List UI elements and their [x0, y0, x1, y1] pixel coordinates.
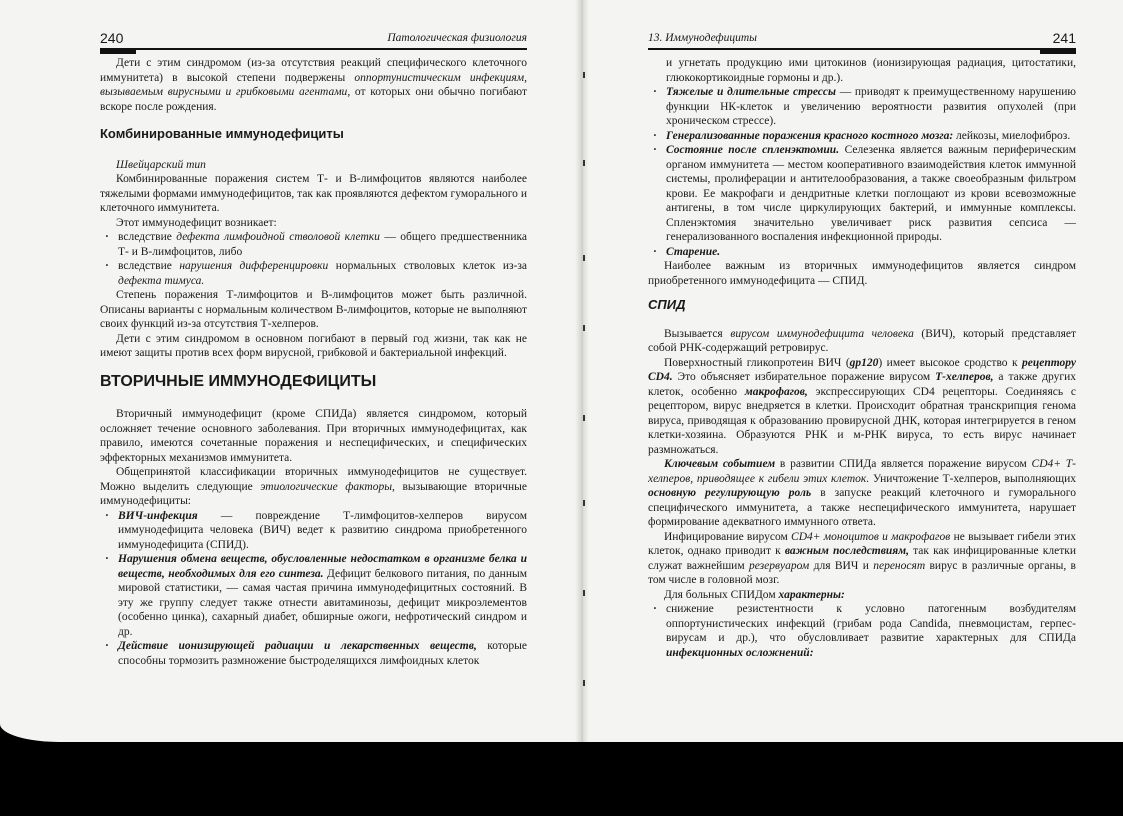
margin-mark [583, 680, 585, 686]
paragraph: Инфицирование вирусом CD4+ моноцитов и макрофагов не вызывает гибели этих клеток, однако приводит к важным последствиям, так как инфицированные клетки служат важнейшим резервуаром для ВИЧ и переносят вирус в различные органы, в том числе в головной мозг. [648, 530, 1076, 586]
paragraph: Дети с этим синдромом (из-за отсутствия реакций специфического клеточного иммунитета) в высокой степени подвержены оппортунистическим инфекциям, вызываемым вирусными и грибковыми агентами, от которых они обычно погибают вскоре после рождения. [100, 57, 527, 113]
list-item: · Старение. [648, 245, 1076, 260]
factor-list [100, 509, 527, 669]
paragraph: и угнетать продукцию ими цитокинов (ионизирующая радиация, цитостатики, глюкокортикоидные гормоны и др.). [666, 57, 1076, 84]
header-bar [1040, 49, 1076, 54]
paragraph: Дети с этим синдромом в основном погибают в первый год жизни, так как не имеют защиты против всех форм вирусной, грибковой и бактериальной инфекций. [100, 332, 527, 359]
margin-mark [583, 72, 585, 78]
page-number: 241 [1052, 30, 1076, 46]
margin-mark [583, 500, 585, 506]
list-item: · вследствие дефекта лимфоидной стволовой клетки — общего предшественника Т- и В-лимфоцитов, либо [100, 230, 527, 259]
page-number: 240 [100, 30, 124, 46]
factor-list [648, 85, 1076, 259]
cause-list [100, 230, 527, 288]
list-item: · снижение резистентности к условно патогенным возбудителям оппортунистических инфекций (грибам рода Candida, пневмоцистам, герпес-вирусам и др.), что обусловливает развитие характерных для СПИДа инфекционных осложнений: [648, 602, 1076, 660]
list-item: · Состояние после спленэктомии. Селезенка является важным периферическим органом иммунитета — местом кооперативного взаимодействия клеток иммунной системы, пролиферации и антителообразования, а также своеобразным фильтром крови. Ее макрофаги и дендритные клетки поглощают из крови всевозможные антигены, в том числе циркулирующих бактерий, и иммунные комплексы. Спленэктомия значительно увеличивает риск развития сепсиса — генерализованного воспаления инфекционной природы. [648, 143, 1076, 245]
section-heading: СПИД [648, 297, 686, 312]
paragraph: Ключевым событием в развитии СПИДа является поражение вирусом CD4+ Т-хелперов, приводящее к гибели этих клеток. Уничтожение Т-хелперов, выполняющих основную регулирующую роль в запуске реакций клеточного и гуморального специфического иммунитета, а также неспецифического иммунитета, нарушает формирование адекватного иммунного ответа. [648, 458, 1077, 528]
left-page-header [100, 30, 527, 50]
book-gutter [575, 0, 589, 742]
margin-mark [583, 590, 585, 596]
right-page-header [648, 30, 1076, 50]
list-item: · вследствие нарушения дифференцировки нормальных стволовых клеток из-за дефекта тимуса. [100, 259, 527, 288]
running-head: Патологическая физиология [387, 32, 527, 44]
paragraph: Комбинированные поражения систем Т- и В-лимфоцитов являются наиболее тяжелыми формами иммунодефицитов, так как проявляются дефектом гуморального и клеточного иммунитета. [100, 173, 527, 214]
paragraph: Наиболее важным из вторичных иммунодефицитов является синдром приобретенного иммунодефицита — СПИД. [648, 260, 1076, 287]
margin-mark [583, 255, 585, 261]
right-page-body [648, 56, 1076, 660]
paragraph: Этот иммунодефицит возникает: [116, 216, 277, 229]
list-item: · Тяжелые и длительные стрессы — приводят к преимущественному нарушению функции НК-клеток и увеличению вероятности развития опухолей (при хроническом стрессе). [648, 85, 1076, 129]
margin-mark [583, 415, 585, 421]
section-heading: Комбинированные иммунодефициты [100, 126, 344, 141]
list-item: · Нарушения обмена веществ, обусловленные недостатком в организме белка и веществ, необходимых для его синтеза. Дефицит белкового питания, по данным мировой статистики, — самая частая причина иммунодефицитных состояний. В эту же группу следует также отнести авитаминозы, дефицит микроэлементов (особенно цинка), сахарный диабет, обширные ожоги, нефротический синдром и др. [100, 552, 527, 639]
paragraph: Вторичный иммунодефицит (кроме СПИДа) является синдромом, который осложняет течение основного заболевания. При вторичных иммунодефицитах, как правило, имеются сочетанные поражения и неспецифических, и специфических эффекторных механизмов иммунитета. [100, 408, 527, 464]
list-item: · Генерализованные поражения красного костного мозга: лейкозы, миелофиброз. [648, 129, 1076, 144]
paragraph: Вызывается вирусом иммунодефицита человека (ВИЧ), который представляет собой РНК-содержащий ретровирус. [648, 327, 1076, 354]
left-page-body [100, 56, 527, 668]
margin-mark [583, 325, 585, 331]
subheading: Швейцарский тип [116, 158, 206, 171]
paragraph: Поверхностный гликопротеин ВИЧ (gp120) имеет высокое сродство к рецептору CD4. Это объясняет избирательное поражение вирусом Т-хелперов, а также других клеток, особенно макрофагов, экспрессирующих CD4 рецепторы. Соединяясь с рецептором, вирус внедряется в клетки. Происходит обратная транскрипция генома вируса, приводящая к образованию провирусной ДНК, которая интегрируется в геном клетки-хозяина. Образуются РНК и м-РНК вируса, то есть вирус начинает размножаться. [648, 356, 1076, 456]
paragraph: Общепринятой классификации вторичных иммунодефицитов не существует. Можно выделить следующие этиологические факторы, вызывающие вторичные иммунодефициты: [100, 466, 527, 507]
list-item: · ВИЧ-инфекция — повреждение Т-лимфоцитов-хелперов вирусом иммунодефицита человека (ВИЧ) ведет к развитию синдрома приобретенного иммунодефицита (СПИД). [100, 509, 527, 553]
list-item: · Действие ионизирующей радиации и лекарственных веществ, которые способны тормозить размножение быстроделящихся лимфоидных клеток [100, 639, 527, 668]
paragraph: Для больных СПИДом характерны: [664, 588, 845, 601]
characteristics-list [648, 602, 1076, 660]
header-bar [100, 49, 136, 54]
paragraph: Степень поражения Т-лимфоцитов и В-лимфоцитов может быть различной. Описаны варианты с нормальным количеством В-лимфоцитов, которые не выполняют своих функций из-за отсутствия Т-хелперов. [100, 289, 527, 330]
margin-mark [583, 160, 585, 166]
chapter-heading: ВТОРИЧНЫЕ ИММУНОДЕФИЦИТЫ [100, 372, 377, 390]
running-head: 13. Иммунодефициты [648, 32, 757, 44]
